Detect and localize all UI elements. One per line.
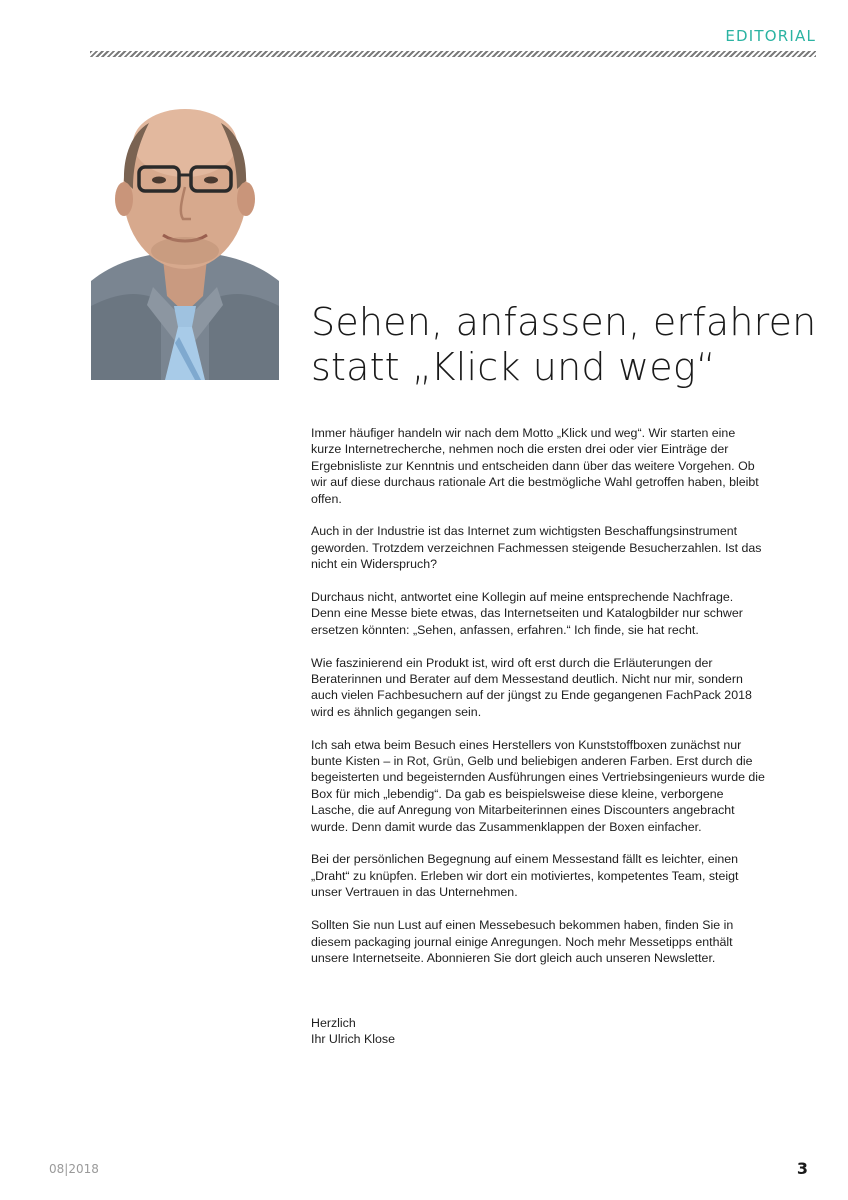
issue-date: 08|2018: [49, 1162, 99, 1176]
section-label: EDITORIAL: [725, 27, 816, 45]
signoff-author: Ihr Ulrich Klose: [311, 1032, 396, 1047]
striped-rule: [90, 51, 816, 57]
author-portrait: [91, 91, 279, 380]
body-paragraph: Ich sah etwa beim Besuch eines Herstellers von Kunststoffboxen zunächst nur bunte Kisten – in Rot, Grün, Gelb und beliebigen anderen Farben. Erst durch die begeisterten und begeisternden Ausführungen eines Vertriebsingenieurs wurde die Box für mich „lebendig“. Da gab es beispielsweise diese kleine, verborgene Lasche, die auf Anregung von Mitarbeiterinnen eines Discounters angebracht wurde. Denn damit wurde das Zusammenklappen der Boxen einfacher.: [311, 737, 765, 834]
signoff-greeting: Herzlich: [311, 1016, 356, 1030]
article-body: [311, 425, 766, 983]
headline: [311, 300, 817, 390]
headline-line-2: statt „Klick und weg“: [311, 345, 716, 389]
page-number: 3: [796, 1159, 808, 1178]
body-paragraph: Durchaus nicht, antwortet eine Kollegin auf meine entsprechende Nachfrage. Denn eine Messe biete etwas, das Internetseiten und Katalogbilder nur schwer ersetzen könnten: „Sehen, anfassen, erfahren.“ Ich finde, sie hat recht.: [311, 590, 743, 637]
body-paragraph: Bei der persönlichen Begegnung auf einem Messestand fällt es leichter, einen „Draht“ zu knüpfen. Erleben wir dort ein motiviertes, kompetentes Team, steigt unser Vertrauen in das Unternehmen.: [311, 852, 739, 900]
body-paragraph: Immer häufiger handeln wir nach dem Motto „Klick und weg“. Wir starten eine kurze Internetrecherche, nehmen noch die ersten drei oder vier Einträge der Ergebnisliste zur Kenntnis und entscheiden dann über das weitere Vorgehen. Ob wir auf diese durchaus rationale Art die bestmögliche Wahl getroffen haben, bleibt offen.: [311, 426, 759, 506]
signoff: [311, 1015, 611, 1048]
body-paragraph: Wie faszinierend ein Produkt ist, wird oft erst durch die Erläuterungen der Beraterinnen und Berater auf dem Messestand deutlich. Nicht nur mir, sondern auch vielen Fachbesuchern auf der jüngst zu Ende gegangenen FachPack 2018 wird es ähnlich gegangen sein.: [311, 655, 752, 719]
body-paragraph: Auch in der Industrie ist das Internet zum wichtigsten Beschaffungsinstrument geworden. Trotzdem verzeichnen Fachmessen steigende Besucherzahlen. Ist das nicht ein Widerspruch?: [311, 524, 762, 572]
headline-line-1: Sehen, anfassen, erfahren: [311, 300, 817, 344]
body-paragraph: Sollten Sie nun Lust auf einen Messebesuch bekommen haben, finden Sie in diesem packaging journal einige Anregungen. Noch mehr Messetipps enthält unsere Internetseite. Abonnieren Sie dort gleich auch unseren Newsletter.: [311, 918, 734, 965]
